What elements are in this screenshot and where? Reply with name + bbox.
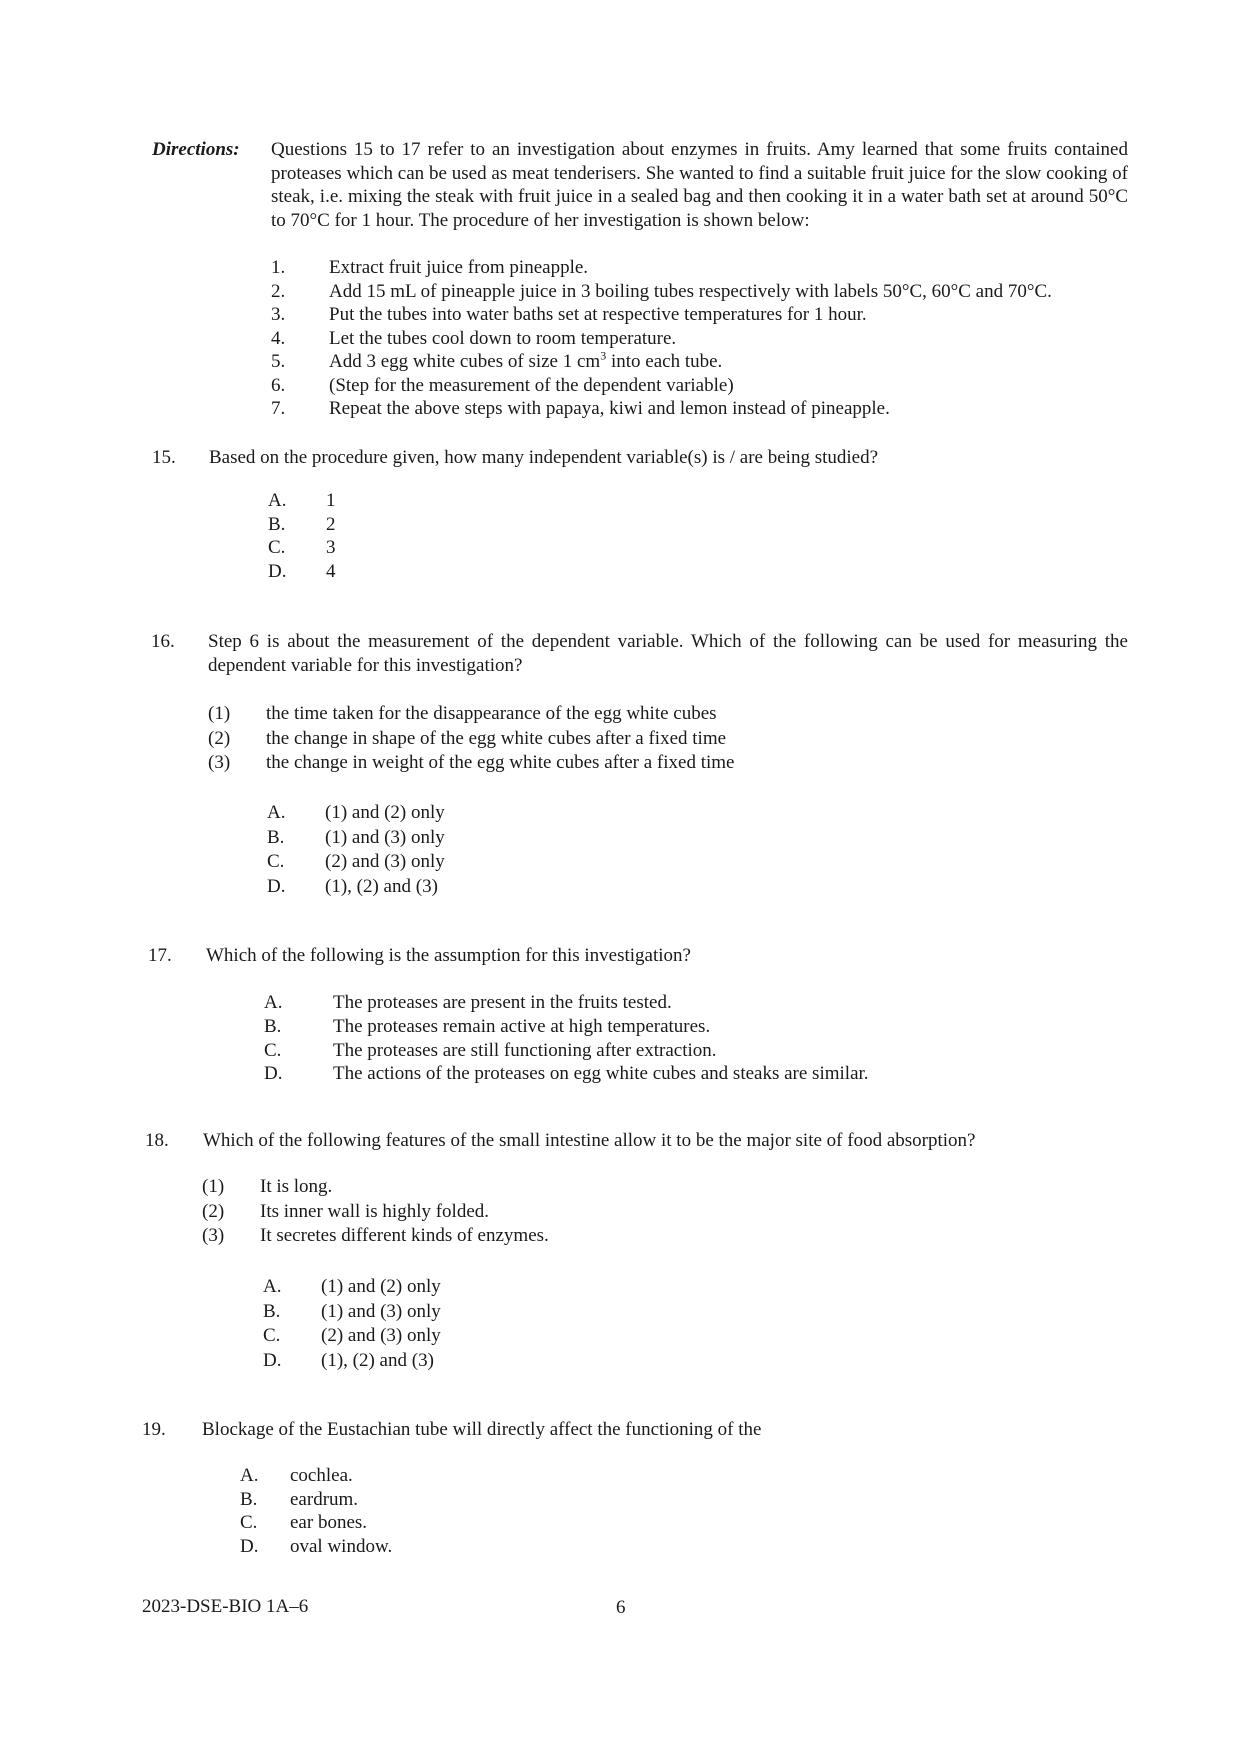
option-text: eardrum. [290, 1488, 359, 1510]
question-number: 18. [145, 1130, 169, 1151]
step-number: 6. [271, 374, 286, 396]
step-text-main: Add 3 egg white cubes of size 1 cm [329, 351, 601, 372]
option-text: (1) and (2) only [325, 802, 445, 823]
option-letter: D. [263, 1349, 282, 1371]
statement [202, 1224, 549, 1249]
statement-text: It secretes different kinds of enzymes. [260, 1225, 549, 1246]
option-letter: A. [267, 802, 286, 823]
option-letter: B. [267, 826, 285, 848]
options-17 [264, 991, 869, 1086]
step-text-after: into each tube. [606, 351, 723, 372]
statement-label: (3) [202, 1225, 225, 1246]
option[interactable] [240, 1535, 392, 1559]
option[interactable] [268, 560, 336, 584]
superscript: 3 [600, 348, 607, 363]
statement [202, 1175, 549, 1200]
statement [208, 751, 735, 776]
option-letter: A. [240, 1465, 259, 1486]
options-19 [240, 1464, 392, 1559]
options-15 [268, 489, 336, 584]
option-text: (2) and (3) only [325, 851, 445, 872]
statement-label: (1) [208, 703, 231, 724]
option-text: 4 [326, 561, 336, 583]
procedure-step [271, 327, 1052, 351]
option-letter: A. [264, 992, 283, 1013]
option-letter: B. [240, 1488, 258, 1510]
step-number: 2. [271, 280, 286, 302]
question-number: 17. [148, 945, 172, 966]
option[interactable] [240, 1488, 392, 1512]
option[interactable] [267, 875, 445, 900]
question-text: Step 6 is about the measurement of the dependent variable. Which of the following can be used for measuring the dependent variable for this investigation? [208, 631, 1128, 676]
option[interactable] [268, 536, 336, 560]
option-text: (1) and (2) only [321, 1276, 441, 1297]
options-18 [263, 1275, 441, 1373]
option-text: 2 [326, 513, 336, 535]
option[interactable] [263, 1300, 441, 1325]
option-text: cochlea. [290, 1465, 353, 1486]
option-letter: D. [240, 1536, 259, 1558]
option-text: (1), (2) and (3) [325, 875, 438, 897]
paper-code: 2023-DSE-BIO 1A–6 [142, 1596, 309, 1617]
option-text: (1) and (3) only [325, 826, 445, 848]
option[interactable] [264, 1062, 869, 1086]
question-number: 19. [142, 1419, 166, 1440]
option-text: The proteases are present in the fruits tested. [333, 992, 672, 1013]
step-number: 1. [271, 257, 286, 278]
step-number: 3. [271, 304, 286, 325]
procedure-step [271, 350, 1052, 374]
step-text: Put the tubes into water baths set at respective temperatures for 1 hour. [329, 304, 867, 325]
statement-label: (2) [202, 1200, 225, 1222]
step-number: 7. [271, 398, 286, 419]
option[interactable] [268, 513, 336, 537]
option-text: 1 [326, 490, 336, 511]
option-text: ear bones. [290, 1512, 368, 1534]
procedure-step [271, 256, 1052, 280]
question-17 [148, 944, 1128, 968]
procedure-step [271, 374, 1052, 398]
step-text: Extract fruit juice from pineapple. [329, 257, 589, 278]
option[interactable] [267, 801, 445, 826]
option-letter: D. [264, 1063, 283, 1085]
question-text: Which of the following is the assumption for this investigation? [206, 945, 691, 966]
question-text: Based on the procedure given, how many independent variable(s) is / are being studied? [209, 447, 879, 468]
statement-text: the time taken for the disappearance of the egg white cubes [266, 703, 717, 724]
question-16 [151, 630, 1128, 677]
option-letter: C. [263, 1325, 281, 1346]
statement-text: the change in shape of the egg white cubes after a fixed time [266, 727, 727, 749]
step-number: 4. [271, 327, 286, 349]
option[interactable] [240, 1464, 392, 1488]
option-letter: C. [268, 537, 286, 559]
option-text: The proteases are still functioning after extraction. [333, 1039, 717, 1061]
option-letter: C. [264, 1039, 282, 1061]
step-text [329, 350, 722, 374]
option-text: (1), (2) and (3) [321, 1349, 434, 1371]
option[interactable] [268, 489, 336, 513]
statement [202, 1200, 549, 1225]
option-text: (2) and (3) only [321, 1325, 441, 1346]
option-text: 3 [326, 537, 336, 559]
option-letter: B. [268, 513, 286, 535]
option-letter: D. [267, 875, 286, 897]
option[interactable] [264, 991, 869, 1015]
option-text: The actions of the proteases on egg white cubes and steaks are similar. [333, 1063, 869, 1085]
option-text: oval window. [290, 1536, 393, 1558]
step-text: Let the tubes cool down to room temperature. [329, 327, 677, 349]
procedure-step [271, 303, 1052, 327]
option[interactable] [267, 826, 445, 851]
option-letter: C. [267, 851, 285, 872]
step-number: 5. [271, 351, 286, 372]
statement-text: the change in weight of the egg white cubes after a fixed time [266, 752, 735, 773]
statement-text: It is long. [260, 1176, 333, 1197]
option-text: (1) and (3) only [321, 1300, 441, 1322]
option-letter: B. [263, 1300, 281, 1322]
statement [208, 727, 735, 752]
option-letter: A. [263, 1276, 282, 1297]
option-letter: D. [268, 561, 287, 583]
statement-label: (2) [208, 727, 231, 749]
option-letter: B. [264, 1015, 282, 1037]
question-text: Blockage of the Eustachian tube will directly affect the functioning of the [202, 1419, 762, 1440]
procedure-steps [271, 256, 1052, 421]
option[interactable] [267, 850, 445, 875]
option[interactable] [240, 1511, 392, 1535]
directions-text: Questions 15 to 17 refer to an investigation about enzymes in fruits. Amy learned that some fruits contained proteases which can be used as meat tenderisers. She wanted to find a suitable fruit juice for the slow cooking of steak, i.e. mixing the steak with fruit juice in a sealed bag and then cooking it in a water bath set at around 50°C to 70°C for 1 hour. The procedure of her investigation is shown below: [271, 139, 1128, 231]
page-number: 6 [616, 1597, 626, 1618]
step-text: Add 15 mL of pineapple juice in 3 boiling tubes respectively with labels 50°C, 60°C and 70°C. [329, 280, 1052, 302]
statement-label: (3) [208, 752, 231, 773]
option[interactable] [263, 1324, 441, 1349]
option[interactable] [264, 1015, 869, 1039]
question-number: 15. [152, 447, 176, 468]
question-15 [152, 446, 1132, 470]
step-text: (Step for the measurement of the dependent variable) [329, 374, 734, 396]
question-text: Which of the following features of the small intestine allow it to be the major site of food absorption? [203, 1130, 976, 1151]
option[interactable] [263, 1275, 441, 1300]
directions-label: Directions: [152, 139, 240, 160]
statement [208, 702, 735, 727]
option-letter: A. [268, 490, 287, 511]
procedure-step [271, 280, 1052, 304]
question-number: 16. [151, 631, 175, 652]
option-letter: C. [240, 1512, 258, 1534]
options-16 [267, 801, 445, 899]
statements-16 [208, 702, 735, 776]
question-19 [142, 1418, 1122, 1442]
option[interactable] [263, 1349, 441, 1374]
statement-text: Its inner wall is highly folded. [260, 1200, 490, 1222]
option-text: The proteases remain active at high temperatures. [333, 1015, 711, 1037]
question-18 [145, 1129, 1130, 1153]
option[interactable] [264, 1039, 869, 1063]
statement-label: (1) [202, 1176, 225, 1197]
statements-18 [202, 1175, 549, 1249]
procedure-step [271, 397, 1052, 421]
step-text: Repeat the above steps with papaya, kiwi and lemon instead of pineapple. [329, 398, 890, 419]
